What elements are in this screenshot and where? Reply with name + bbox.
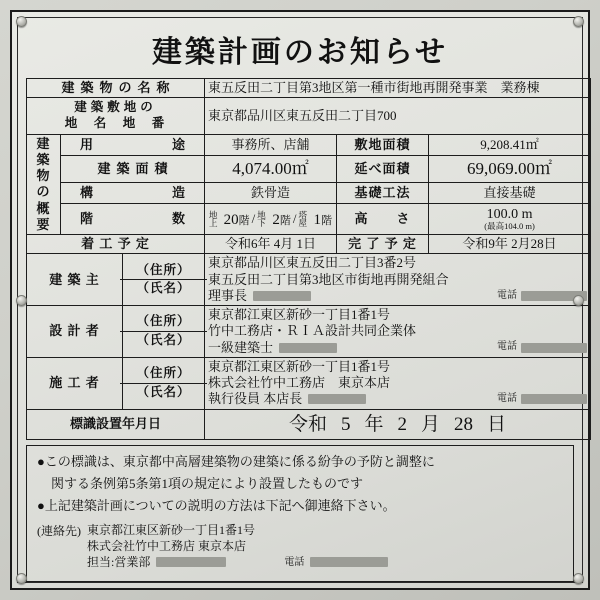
site-address-label-line2: 地 名 地 番 [64, 115, 167, 130]
designer-name-line1: 一級建築士 [208, 339, 274, 355]
contact-line-3-row [87, 554, 388, 570]
table-row-owner [27, 254, 591, 306]
contact-person-redaction [156, 557, 226, 567]
structure-label: 構 造 [61, 182, 205, 203]
finish-label: 完 了 予 定 [337, 235, 429, 254]
owner-tel-label: 電話 [497, 289, 518, 301]
height-max-note: (最高104.0 m) [484, 221, 535, 232]
total-floor-value: 69,069.00㎡ [429, 155, 591, 182]
note-line-2: 関する条例第5条第1項の規定により設置したものです [51, 476, 364, 492]
designer-name-redaction [279, 343, 337, 353]
bolt-mid-right-icon [573, 295, 584, 306]
builder-sub-labels [123, 357, 205, 409]
structure-value: 鉄骨造 [205, 182, 337, 203]
signboard-month-unit: 月 [421, 413, 441, 435]
table-row-site-address [27, 98, 591, 134]
signboard-month: 2 [397, 413, 408, 435]
designer-details [205, 306, 591, 358]
floors-basement-suffix: 階 [279, 215, 291, 228]
contact-line-1: 東京都江東区新砂一丁目1番1号 [87, 522, 256, 537]
table-row-floors [27, 204, 591, 235]
height-label: 高 さ [337, 204, 429, 235]
site-area-label: 敷地面積 [337, 134, 429, 155]
bolt-bottom-left-icon [16, 573, 27, 584]
owner-details [205, 254, 591, 306]
title-area [18, 18, 582, 78]
floors-value: 地上 20 階 / 地下 2 階 / 塔屋 1 階 [205, 204, 337, 235]
bolt-bottom-right-icon [573, 573, 584, 584]
site-address-value: 東京都品川区東五反田二丁目700 [205, 98, 591, 134]
table-row-building-area [27, 155, 591, 182]
signboard-era: 令和 [289, 413, 328, 435]
table-row-building-name [27, 79, 591, 98]
total-floor-label: 延べ面積 [337, 155, 429, 182]
builder-address-sublabel: （住所） [136, 366, 191, 380]
use-label: 用 途 [61, 134, 205, 155]
designer-label: 設 計 者 [27, 306, 123, 358]
designer-name-sublabel: （氏名） [136, 332, 191, 347]
contact-line-2: 株式会社竹中工務店 東京本店 [87, 538, 247, 553]
designer-address-line2: 竹中工務店・ＲＩＡ設計共同企業体 [208, 323, 417, 339]
contact-label: (連絡先) [37, 523, 81, 538]
building-area-value: 4,074.00㎡ [205, 155, 337, 182]
signboard-day: 28 [454, 413, 474, 435]
table-row-signboard-date [27, 409, 591, 440]
building-name-label: 建築物の名称 [27, 79, 205, 98]
builder-name-redaction [308, 394, 366, 404]
notice-plate [10, 10, 590, 590]
floors-basement-prefix: 地下 [257, 209, 266, 229]
building-area-label: 建築面積 [61, 155, 205, 182]
signboard-date-value [205, 409, 591, 440]
signboard-date-label: 標識設置年月日 [27, 409, 205, 440]
table-row-structure [27, 182, 591, 203]
owner-address-line2: 東五反田二丁目第3地区市街地再開発組合 [208, 271, 449, 287]
building-name-value: 東五反田二丁目第3地区第一種市街地再開発事業 業務棟 [205, 79, 591, 98]
floors-penthouse-count: 1 [313, 211, 322, 228]
floors-ground-suffix: 階 [238, 215, 250, 228]
designer-tel-label: 電話 [497, 341, 518, 353]
floors-ground-count: 20 [223, 211, 239, 228]
designer-address-sublabel: （住所） [136, 314, 191, 329]
note-line-1: ●この標識は、東京都中高層建築物の建築に係る紛争の予防と調整に [37, 454, 435, 470]
builder-name-line1: 執行役員 本店長 [208, 391, 303, 407]
use-value: 事務所、店舗 [205, 134, 337, 155]
foundation-value: 直接基礎 [429, 182, 591, 203]
signboard-year: 5 [341, 413, 351, 435]
outline-label: 建 築 物 の 概 要 [27, 134, 61, 235]
designer-tel-redaction [521, 343, 587, 353]
bolt-top-left-icon [16, 16, 27, 27]
height-value: 100.0 m [486, 206, 533, 222]
notice-table [26, 78, 591, 440]
builder-address-line2: 株式会社竹中工務店 東京本店 [208, 375, 391, 390]
builder-tel-redaction [521, 394, 587, 404]
builder-tel-label: 電話 [497, 393, 518, 405]
owner-name-line1: 理事長 [208, 287, 248, 303]
builder-name-sublabel: （氏名） [136, 384, 191, 399]
builder-details [205, 357, 591, 409]
finish-value: 令和9年 2月28日 [429, 235, 591, 254]
site-address-label [27, 98, 205, 134]
designer-sub-labels [123, 306, 205, 358]
floors-penthouse-prefix: 塔屋 [298, 209, 307, 229]
floors-label: 階 数 [61, 204, 205, 235]
builder-address-line1: 東京都江東区新砂一丁目1番1号 [208, 358, 391, 374]
owner-address-line1: 東京都品川区東五反田二丁目3番2号 [208, 255, 417, 271]
owner-label: 建 築 主 [27, 254, 123, 306]
site-area-value: 9,208.41㎡ [429, 134, 591, 155]
contact-block [37, 522, 563, 571]
owner-sub-labels [123, 254, 205, 306]
floors-basement-count: 2 [272, 211, 280, 228]
contact-tel-label: 電話 [284, 556, 305, 568]
bolt-mid-left-icon [16, 295, 27, 306]
owner-name-sublabel: （氏名） [136, 281, 191, 296]
foundation-label: 基礎工法 [337, 182, 429, 203]
start-value: 令和6年 4月 1日 [205, 235, 337, 254]
note-line-3: ●上記建築計画についての説明の方法は下記へ御連絡下さい。 [37, 497, 396, 513]
contact-tel-redaction [310, 557, 388, 567]
owner-name-redaction [253, 291, 311, 301]
signboard-year-unit: 年 [364, 413, 384, 435]
floors-penthouse-suffix: 階 [321, 215, 333, 228]
site-address-label-line1: 建築敷地の [74, 100, 157, 115]
floors-ground-prefix: 地上 [209, 209, 218, 229]
page-title: 建築計画のお知らせ [151, 36, 449, 69]
signboard-day-unit: 日 [487, 413, 507, 435]
table-row-schedule [27, 235, 591, 254]
notice-inner-frame [17, 17, 583, 583]
table-row-use [27, 134, 591, 155]
start-label: 着 工 予 定 [27, 235, 205, 254]
builder-label: 施 工 者 [27, 357, 123, 409]
table-row-designer [27, 306, 591, 358]
bolt-top-right-icon [573, 16, 584, 27]
contact-line-3: 担当:営業部 [87, 555, 151, 570]
height-value-cell [429, 204, 591, 235]
contact-body [87, 522, 388, 571]
notes-box [26, 445, 574, 582]
table-row-builder [27, 357, 591, 409]
designer-address-line1: 東京都江東区新砂一丁目1番1号 [208, 307, 391, 322]
owner-address-sublabel: （住所） [136, 262, 191, 277]
